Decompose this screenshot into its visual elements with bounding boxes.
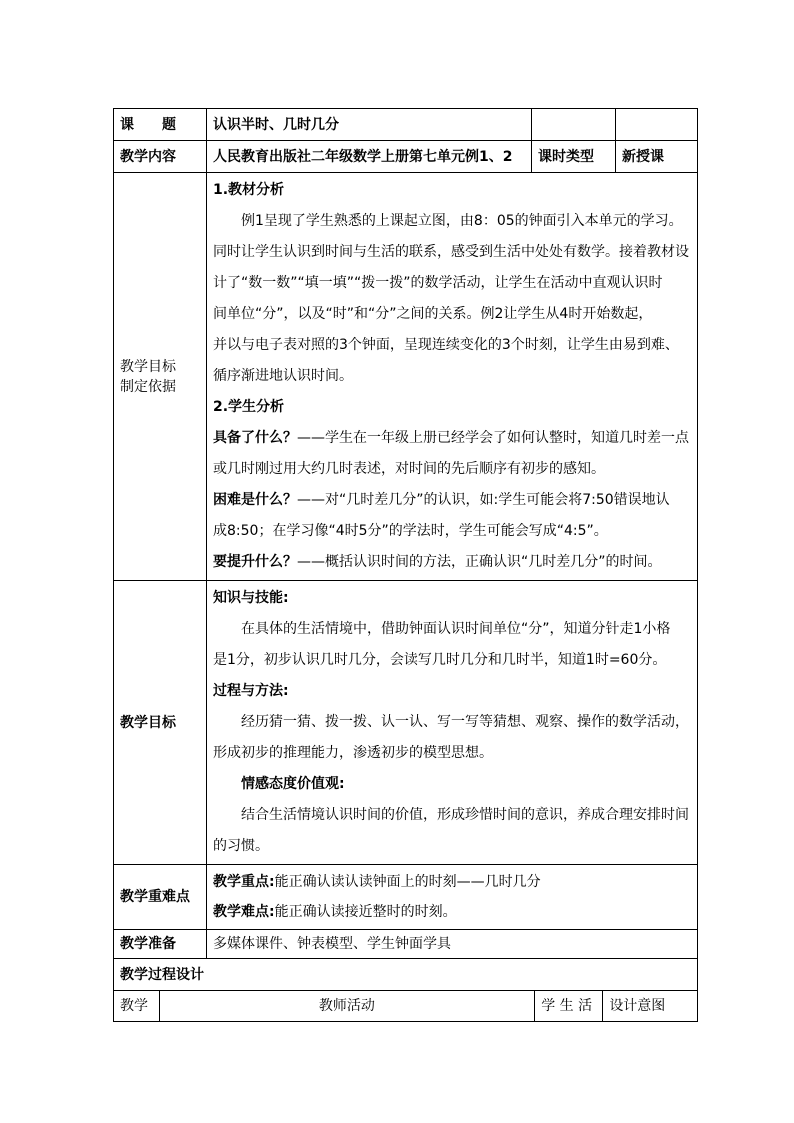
process-col-teaching: 教学: [120, 998, 148, 1014]
q2-text: ——对“几时差几分”的认识，如:学生可能会将7:50错误地认: [297, 492, 670, 508]
prep-value: 多媒体课件、钟表模型、学生钟面学具: [207, 930, 698, 959]
process-col-intent: 设计意图: [603, 991, 697, 1021]
section1-line: 间单位“分”，以及“时”和“分”之间的关系。例2让学生从4时开始数起，: [213, 306, 653, 322]
topic-empty-cell-2: [616, 109, 698, 141]
difficulty-line: [213, 897, 691, 927]
basis-label-line1: 教学目标: [120, 358, 176, 375]
basis-row: [114, 173, 698, 581]
keypoints-content: [207, 865, 698, 930]
difficulty-text: 能正确认读接近整时的时刻。: [274, 904, 457, 920]
q1-line: [213, 423, 691, 454]
process-title-row: [114, 959, 698, 991]
topic-row: [114, 109, 698, 141]
goals-row: [114, 581, 698, 865]
keypoints-label: 教学重难点: [114, 865, 207, 930]
q2-line: [213, 485, 691, 516]
goals-content: [207, 581, 698, 865]
q1-label: 具备了什么？: [213, 430, 297, 446]
knowledge-title: 知识与技能:: [213, 590, 289, 606]
process-col-teacher: 教师活动: [159, 991, 535, 1021]
goals-label: 教学目标: [114, 581, 207, 865]
section2-title: 2.学生分析: [213, 399, 285, 415]
section1-line: 计了“数一数”“填一填”“拨一拨”的数学活动，让学生在活动中直观认识时: [213, 275, 663, 291]
process-method-line: 经历猜一猜、拨一拨、认一认、写一写等猜想、观察、操作的数学活动，: [241, 714, 689, 730]
section1-line: 例1呈现了学生熟悉的上课起立图，由8：05的钟面引入本单元的学习。: [241, 213, 683, 229]
basis-label: [114, 173, 207, 581]
q3-label: 要提升什么？: [213, 554, 297, 570]
difficulty-label: 教学难点:: [213, 904, 275, 920]
topic-empty-cell-1: [532, 109, 616, 141]
basis-label-line2: 制定依据: [120, 378, 176, 395]
prep-row: [114, 930, 698, 959]
section1-title: 1.教材分析: [213, 182, 285, 198]
focus-text: 能正确认读认读钟面上的时刻——几时几分: [274, 874, 541, 890]
process-method-title: 过程与方法:: [213, 683, 289, 699]
process-method-line: 形成初步的推理能力，渗透初步的模型思想。: [213, 745, 493, 761]
q3-line: [213, 547, 691, 578]
q1-line-2: 或几时刚过用大约几时表述，对时间的先后顺序有初步的感知。: [213, 461, 605, 477]
focus-label: 教学重点:: [213, 874, 275, 890]
type-label: 课时类型: [532, 141, 616, 173]
keypoints-row: [114, 865, 698, 930]
basis-content: [207, 173, 698, 581]
process-col-student: 学 生 活: [535, 991, 603, 1021]
emotion-line: 的习惯。: [213, 838, 269, 854]
process-header-table: [114, 991, 697, 1021]
process-title: 教学过程设计: [114, 959, 698, 991]
type-value: 新授课: [616, 141, 698, 173]
topic-label: 课 题: [114, 109, 207, 141]
section1-line: 循序渐进地认识时间。: [213, 368, 353, 384]
knowledge-line: 是1分，初步认识几时几分，会读写几时几分和几时半，知道1时=60分。: [213, 652, 667, 668]
content-value: 人民教育出版社二年级数学上册第七单元例1、2: [207, 141, 532, 173]
q1-text: ——学生在一年级上册已经学会了如何认整时，知道几时差一点: [297, 430, 689, 446]
content-row: [114, 141, 698, 173]
content-label: 教学内容: [114, 141, 207, 173]
q3-text: ——概括认识时间的方法，正确认识“几时差几分”的时间。: [297, 554, 662, 570]
topic-value: 认识半时、几时几分: [207, 109, 532, 141]
lesson-plan-table: [113, 108, 698, 1022]
prep-label: 教学准备: [114, 930, 207, 959]
section1-line: 同时让学生认识到时间与生活的联系，感受到生活中处处有数学。接着教材设: [213, 244, 689, 260]
process-header-row: [114, 991, 698, 1022]
section1-line: 并以与电子表对照的3个钟面，呈现连续变化的3个时刻，让学生由易到难、: [213, 337, 679, 353]
emotion-title: 情感态度价值观:: [241, 776, 345, 792]
process-header-cell: [114, 991, 698, 1022]
q2-line-2: 成8:50；在学习像“4时5分”的学法时，学生可能会写成“4:5”。: [213, 523, 608, 539]
q2-label: 困难是什么？: [213, 492, 297, 508]
knowledge-line: 在具体的生活情境中，借助钟面认识时间单位“分”，知道分针走1小格: [241, 621, 671, 637]
focus-line: [213, 867, 691, 897]
emotion-line: 结合生活情境认识时间的价值，形成珍惜时间的意识，养成合理安排时间: [241, 807, 689, 823]
